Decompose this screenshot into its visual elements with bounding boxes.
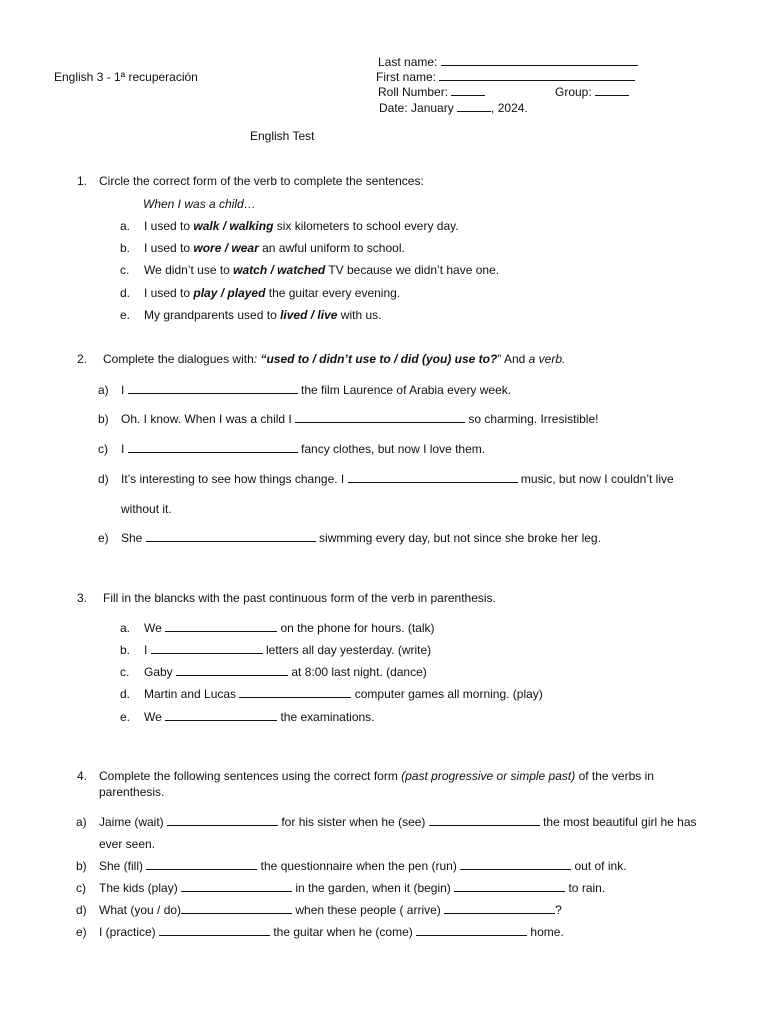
q1-context: When I was a child… (143, 197, 256, 211)
roll-number-blank[interactable] (451, 85, 485, 96)
q4-item-c (76, 881, 86, 895)
q4-item-a-continuation: ever seen. (99, 837, 156, 851)
text: What (you / do) (99, 903, 182, 917)
q2-item-e-text (121, 531, 601, 545)
last-name-line (378, 55, 638, 69)
q3-instruction: Fill in the blancks with the past continuous form of the verb in parenthesis. (103, 591, 496, 605)
q3-item-e-text (144, 710, 375, 724)
q2-item-e (98, 531, 109, 545)
course-label: English 3 - 1ª recuperación (54, 70, 198, 84)
q4-item-b-text (99, 859, 627, 873)
item-letter: e) (76, 925, 87, 939)
text: home. (527, 925, 564, 939)
text: out of ink. (571, 859, 627, 873)
item-letter: c) (98, 442, 108, 456)
group-blank[interactable] (595, 85, 629, 96)
verb-options[interactable]: lived / live (280, 308, 338, 322)
first-name-line (376, 70, 635, 84)
item-letter: c. (120, 263, 130, 277)
answer-blank[interactable] (128, 383, 298, 394)
item-letter: b. (120, 643, 131, 657)
q1-item-c (120, 263, 129, 277)
q1-item-b (120, 241, 130, 255)
q4-item-e-text (99, 925, 564, 939)
text: The kids (play) (99, 881, 182, 895)
text: Complete the following sentences using the correct form (99, 769, 402, 783)
text: (past progressive or simple past) (401, 769, 576, 783)
text: so charming. Irresistible! (465, 412, 599, 426)
text: on the phone for hours. (talk) (277, 621, 435, 635)
answer-blank[interactable] (146, 531, 316, 542)
answer-blank[interactable] (454, 881, 565, 892)
text: She (121, 531, 146, 545)
q3-item-d-text (144, 687, 543, 701)
text: fancy clothes, but now I love them. (297, 442, 486, 456)
item-letter: b. (120, 241, 131, 255)
q4-item-a (76, 815, 87, 829)
text: TV because we didn’t have one. (325, 263, 500, 277)
date-suffix: , 2024. (491, 101, 528, 115)
answer-blank[interactable] (181, 881, 292, 892)
item-letter: d. (120, 286, 131, 300)
verb-options[interactable]: wore / wear (193, 241, 259, 255)
q1-item-a (120, 219, 130, 233)
q1-item-b-text (144, 241, 405, 255)
item-letter: d) (76, 903, 87, 917)
q2-item-a-text (121, 383, 511, 397)
text: We didn’t use to (144, 263, 234, 277)
item-letter: e) (98, 531, 109, 545)
q3-item-c-text (144, 665, 427, 679)
text: the guitar every evening. (265, 286, 401, 300)
answer-blank[interactable] (151, 643, 263, 654)
q2-instruction (103, 352, 565, 366)
q2-item-d (98, 472, 109, 486)
q1-item-e (120, 308, 130, 322)
text: six kilometers to school every day. (273, 219, 459, 233)
q3-item-c (120, 665, 129, 679)
text: with us. (337, 308, 382, 322)
text: at 8:00 last night. (dance) (288, 665, 427, 679)
first-name-label: First name: (376, 70, 440, 84)
q1-number: 1. (77, 174, 88, 188)
text: I (practice) (99, 925, 160, 939)
item-letter: e. (120, 710, 131, 724)
q2-item-c-text (121, 442, 485, 456)
q4-instruction-line2: parenthesis. (99, 785, 165, 799)
answer-blank[interactable] (429, 815, 540, 826)
answer-blank[interactable] (239, 687, 351, 698)
answer-blank[interactable] (146, 859, 257, 870)
roll-number-line (378, 85, 485, 99)
item-letter: a. (120, 219, 131, 233)
text: My grandparents used to (144, 308, 281, 322)
q3-item-e (120, 710, 130, 724)
item-letter: b) (76, 859, 87, 873)
q1-item-c-text (144, 263, 499, 277)
q4-number: 4. (77, 769, 88, 783)
text: ? (555, 903, 562, 917)
q1-item-d (120, 286, 130, 300)
text: to rain. (565, 881, 606, 895)
text: siwmming every day, but not since she broke her leg. (315, 531, 601, 545)
q4-item-a-text (99, 815, 697, 829)
text: of the verbs in (575, 769, 654, 783)
item-letter: d) (98, 472, 109, 486)
text: computer games all morning. (play) (351, 687, 543, 701)
q4-item-b (76, 859, 87, 873)
q1-item-e-text (144, 308, 381, 322)
answer-blank[interactable] (165, 710, 277, 721)
verb-options[interactable]: play / played (193, 286, 266, 300)
item-letter: b) (98, 412, 109, 426)
first-name-blank[interactable] (439, 70, 635, 81)
text: an awful uniform to school. (258, 241, 405, 255)
last-name-label: Last name: (378, 55, 441, 69)
text: Martin and Lucas (144, 687, 240, 701)
answer-blank[interactable] (181, 903, 292, 914)
item-letter: a) (76, 815, 87, 829)
text: I (144, 643, 151, 657)
answer-blank[interactable] (159, 925, 270, 936)
text: I used to (144, 241, 194, 255)
group-line (555, 85, 629, 99)
q4-instruction (99, 769, 654, 783)
date-blank[interactable] (457, 101, 491, 112)
answer-blank[interactable] (416, 925, 527, 936)
text: the most beautiful girl he has (539, 815, 697, 829)
text: the questionnaire when the pen (run) (257, 859, 461, 873)
text: Oh. I know. When I was a child I (121, 412, 296, 426)
text: music, but now I couldn’t live (517, 472, 674, 486)
answer-blank[interactable] (167, 815, 278, 826)
date-line (379, 101, 528, 115)
text: ” And (497, 352, 529, 366)
q3-number: 3. (77, 591, 88, 605)
text: a verb. (528, 352, 566, 366)
last-name-blank[interactable] (441, 55, 638, 66)
q3-item-d (120, 687, 130, 701)
q2-number: 2. (77, 352, 88, 366)
text: the film Laurence of Arabia every week. (297, 383, 512, 397)
q1-item-d-text (144, 286, 400, 300)
q2-item-b (98, 412, 109, 426)
text: I (121, 383, 128, 397)
q4-item-c-text (99, 881, 605, 895)
answer-blank[interactable] (165, 621, 277, 632)
date-prefix: Date: January (379, 101, 458, 115)
text: Jaime (wait) (99, 815, 168, 829)
text: the examinations. (277, 710, 375, 724)
q4-item-d-text (99, 903, 562, 917)
text: We (144, 621, 166, 635)
text: Gaby (144, 665, 177, 679)
q1-instruction: Circle the correct form of the verb to complete the sentences: (99, 174, 424, 188)
q4-item-d (76, 903, 87, 917)
answer-blank[interactable] (460, 859, 571, 870)
item-letter: a. (120, 621, 131, 635)
item-letter: c) (76, 881, 86, 895)
options-text: “used to / didn’t use to / did (you) use to? (260, 352, 498, 366)
text: the guitar when he (come) (270, 925, 417, 939)
text: I (121, 442, 128, 456)
q3-item-a-text (144, 621, 435, 635)
text: It’s interesting to see how things change. I (121, 472, 348, 486)
q2-item-d-text (121, 472, 674, 486)
group-label: Group: (555, 85, 596, 99)
item-letter: a) (98, 383, 109, 397)
text: We (144, 710, 166, 724)
q1-item-a-text (144, 219, 459, 233)
text: for his sister when he (see) (278, 815, 429, 829)
text: : (253, 352, 261, 366)
item-letter: e. (120, 308, 131, 322)
q3-item-b-text (144, 643, 431, 657)
item-letter: c. (120, 665, 130, 679)
text: I used to (144, 286, 194, 300)
verb-options[interactable]: walk / walking (193, 219, 274, 233)
answer-blank[interactable] (348, 472, 518, 483)
answer-blank[interactable] (176, 665, 288, 676)
answer-blank[interactable] (128, 442, 298, 453)
text: letters all day yesterday. (write) (262, 643, 432, 657)
answer-blank[interactable] (444, 903, 555, 914)
verb-options[interactable]: watch / watched (233, 263, 326, 277)
q3-item-b (120, 643, 130, 657)
text: She (fill) (99, 859, 147, 873)
text: Complete the dialogues with (103, 352, 254, 366)
q2-item-d-continuation: without it. (121, 502, 172, 516)
text: when these people ( arrive) (292, 903, 445, 917)
roll-number-label: Roll Number: (378, 85, 452, 99)
q3-item-a (120, 621, 130, 635)
item-letter: d. (120, 687, 131, 701)
q2-item-a (98, 383, 109, 397)
text: in the garden, when it (begin) (292, 881, 455, 895)
answer-blank[interactable] (295, 412, 465, 423)
q2-item-b-text (121, 412, 598, 426)
q4-item-e (76, 925, 87, 939)
test-title: English Test (250, 129, 315, 143)
text: I used to (144, 219, 194, 233)
q2-item-c (98, 442, 108, 456)
